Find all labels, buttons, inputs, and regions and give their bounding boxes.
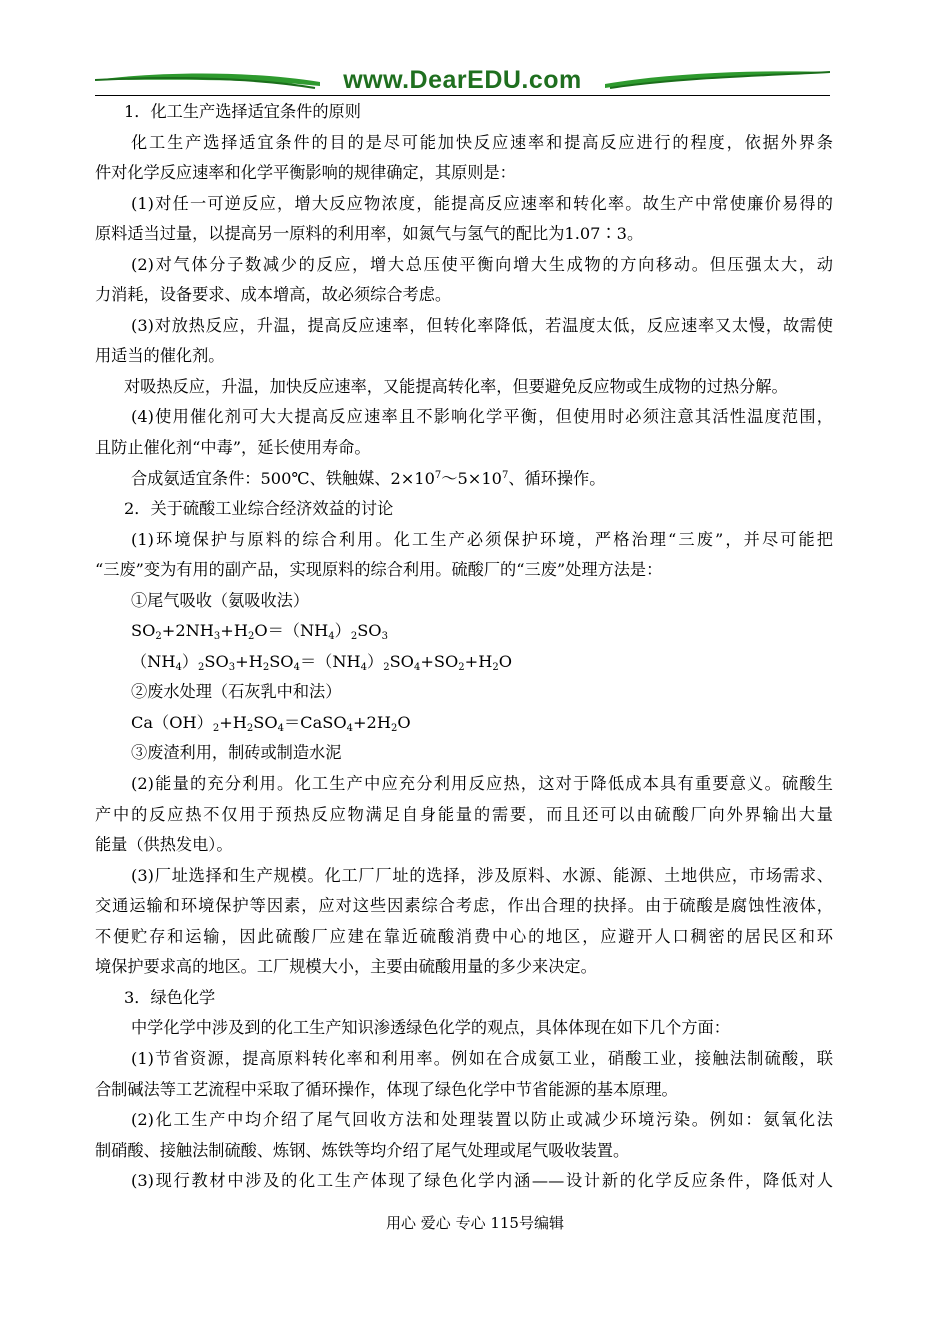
superscript: 7 xyxy=(434,469,442,481)
subscript: 4 xyxy=(293,661,300,673)
formula-line xyxy=(95,464,833,495)
subscript: 4 xyxy=(413,661,421,673)
formula-text: +H xyxy=(235,651,263,671)
subscript: 2 xyxy=(383,661,390,673)
paragraph-line: (1)对任一可逆反应，增大反应物浓度，能提高反应速率和转化率。故生产中常使廉价易得的 xyxy=(131,193,833,213)
subscript: 4 xyxy=(360,661,367,673)
formula-text: 、循环操作。 xyxy=(508,468,606,488)
subscript: 2 xyxy=(492,661,499,673)
paragraph-line: 能量（供热发电）。 xyxy=(95,835,233,855)
subscript: 2 xyxy=(198,661,205,673)
formula-text: ＝（NH xyxy=(299,651,361,671)
formula-text: ） xyxy=(181,651,199,671)
paragraph-line: 中学化学中涉及到的化工生产知识渗透绿色化学的观点，具体体现在如下几个方面： xyxy=(131,1018,730,1038)
paragraph-line: “三废”变为有用的副产品，实现原料的综合利用。硫酸厂的“三废”处理方法是： xyxy=(95,560,663,580)
formula-text: O＝（NH xyxy=(254,621,329,641)
paragraph-line: (3)对放热反应，升温，提高反应速率，但转化率降低，若温度太低，反应速率又太慢，故需使 xyxy=(131,315,833,335)
paragraph-line: (1)环境保护与原料的综合利用。化工生产必须保护环境，严格治理“三废”，并尽可能把 xyxy=(131,529,833,549)
chemical-equation xyxy=(95,616,833,647)
paragraph-line: (4)使用催化剂可大大提高反应速率且不影响化学平衡，但使用时必须注意其活性温度范围， xyxy=(131,407,833,427)
paragraph-line: 件对化学反应速率和化学平衡影响的规律确定，其原则是： xyxy=(95,163,516,183)
formula-text: +H xyxy=(220,621,248,641)
subscript: 2 xyxy=(390,722,398,734)
formula-text: O xyxy=(397,712,411,732)
section-heading: 3．绿色化学 xyxy=(124,987,216,1007)
paragraph-line: (3)现行教材中涉及的化工生产体现了绿色化学内涵——设计新的化学反应条件，降低对人 xyxy=(131,1171,833,1191)
formula-text: +H xyxy=(464,651,493,671)
formula-text: +2NH xyxy=(161,621,214,641)
paragraph-line: 境保护要求高的地区。工厂规模大小，主要由硫酸用量的多少来决定。 xyxy=(95,957,597,977)
site-header-banner xyxy=(95,62,830,98)
paragraph-line: 对吸热反应，升温，加快反应速率，又能提高转化率，但要避免反应物或生成物的过热分解。 xyxy=(124,376,788,396)
subscript: 3 xyxy=(228,661,236,673)
subscript: 2 xyxy=(350,631,358,643)
formula-text: SO xyxy=(357,621,382,641)
subscript: 2 xyxy=(247,631,255,643)
formula-text: SO xyxy=(131,621,156,641)
paragraph-line: 且防止催化剂“中毒”，延长使用寿命。 xyxy=(95,438,371,458)
paragraph-line: 不便贮存和运输，因此硫酸厂应建在靠近硫酸消费中心的地区，应避开人口稠密的居民区和环 xyxy=(95,926,833,946)
formula-text: SO xyxy=(204,651,229,671)
subscript: 2 xyxy=(246,722,254,734)
paragraph-line: 化工生产选择适宜条件的目的是尽可能加快反应速率和提高反应进行的程度，依据外界条 xyxy=(131,132,833,152)
formula-text: O xyxy=(498,651,512,671)
document-body xyxy=(95,97,833,1197)
formula-text: SO xyxy=(253,712,278,732)
paragraph-line: (2)能量的充分利用。化工生产中应充分利用反应热，这对于降低成本具有重要意义。硫酸生 xyxy=(131,774,833,794)
subscript: 3 xyxy=(213,631,221,643)
site-logo-text: www.DearEDU.com xyxy=(343,66,582,94)
subscript: 2 xyxy=(262,661,270,673)
paragraph-line: (2)化工生产中均介绍了尾气回收方法和处理装置以防止或减少环境污染。例如：氨氧化法 xyxy=(131,1110,833,1130)
formula-text: +H xyxy=(219,712,247,732)
superscript: 7 xyxy=(501,469,509,481)
section-heading: 2．关于硫酸工业综合经济效益的讨论 xyxy=(124,499,394,519)
paragraph-line: 力消耗，设备要求、成本增高，故必须综合考虑。 xyxy=(95,285,452,305)
paragraph-line: (2)对气体分子数减少的反应，增大总压使平衡向增大生成物的方向移动。但压强太大，动 xyxy=(131,254,833,274)
formula-text: 合成氨适宜条件：500℃、铁触媒、2×10 xyxy=(131,468,435,488)
chemical-equation xyxy=(95,647,833,678)
formula-text: （NH xyxy=(131,651,176,671)
paragraph-line: 制硝酸、接触法制硫酸、炼钢、炼铁等均介绍了尾气处理或尾气吸收装置。 xyxy=(95,1140,630,1160)
paragraph-line: ③废渣利用，制砖或制造水泥 xyxy=(131,743,342,763)
formula-text: SO xyxy=(389,651,414,671)
paragraph-line: (3)厂址选择和生产规模。化工厂厂址的选择，涉及原料、水源、能源、土地供应，市场需求、 xyxy=(131,865,833,885)
paragraph-line: 用适当的催化剂。 xyxy=(95,346,225,366)
formula-text: ） xyxy=(367,651,384,671)
subscript: 2 xyxy=(458,661,465,673)
chemical-equation xyxy=(95,708,833,739)
paragraph-line: ②废水处理（石灰乳中和法） xyxy=(131,682,342,702)
formula-text: Ca（OH） xyxy=(131,712,213,732)
page-footer: 用心 爱心 专心 115号编辑 xyxy=(386,1214,564,1232)
section-heading: 1．化工生产选择适宜条件的原则 xyxy=(124,102,361,121)
formula-text: SO xyxy=(269,651,294,671)
formula-text: +SO xyxy=(420,651,459,671)
header-rule xyxy=(95,95,830,96)
paragraph-line: 原料适当过量，以提高另一原料的利用率，如氮气与氢气的配比为1.07∶3。 xyxy=(95,224,644,244)
formula-text: ＝CaSO xyxy=(284,712,347,732)
paragraph-line: 交通运输和环境保护等因素，应对这些因素综合考虑，作出合理的抉择。由于硫酸是腐蚀性液体， xyxy=(95,896,833,916)
subscript: 3 xyxy=(381,631,388,643)
subscript: 2 xyxy=(155,631,162,643)
subscript: 4 xyxy=(277,722,284,734)
paragraph-line: ①尾气吸收（氨吸收法） xyxy=(131,590,310,610)
formula-text: +2H xyxy=(352,712,391,732)
paragraph-line: 产中的反应热不仅用于预热反应物满足自身能量的需要，而且还可以由硫酸厂向外界输出大量 xyxy=(95,804,833,824)
subscript: 2 xyxy=(212,722,220,734)
subscript: 4 xyxy=(175,661,182,673)
paragraph-line: (1)节省资源，提高原料转化率和利用率。例如在合成氨工业，硝酸工业，接触法制硫酸，联 xyxy=(131,1048,833,1068)
formula-text: ～5×10 xyxy=(441,468,502,488)
paragraph-line: 合制碱法等工艺流程中采取了循环操作，体现了绿色化学中节省能源的基本原理。 xyxy=(95,1079,678,1099)
formula-text: ） xyxy=(334,621,351,641)
subscript: 4 xyxy=(328,631,335,643)
subscript: 4 xyxy=(346,722,353,734)
